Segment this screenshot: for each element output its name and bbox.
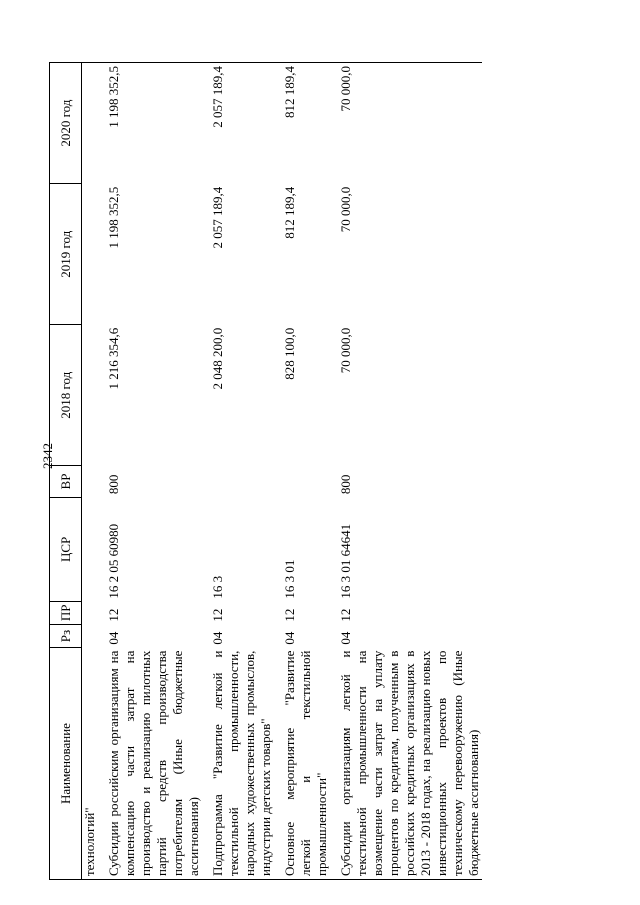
row-2020: 70 000,0 xyxy=(338,63,482,184)
row-csr: 16 2 05 60980 xyxy=(106,523,121,599)
table-row xyxy=(82,63,107,880)
budget-table xyxy=(49,62,482,880)
row-2020: 812 189,4 xyxy=(282,63,338,184)
header-2019: 2019 год xyxy=(50,184,82,325)
row-csr: 16 3 01 64641 xyxy=(338,523,353,599)
row-name: Субсидии организациям легкой и текстильной промышленности на возмещение части затрат на уплату процентов по кредитам, полученным в российских кредитных организациях в 2013 - 2018 годах, на реализацию новых инвестиционных проектов по техническому перевооружению (Иные бюджетные ассигнования) xyxy=(338,648,482,880)
header-vr: ВР xyxy=(50,466,82,497)
table-row xyxy=(106,63,210,880)
row-vr xyxy=(282,466,338,497)
row-2019: 812 189,4 xyxy=(282,186,297,239)
row-2018: 828 100,0 xyxy=(282,327,297,380)
header-2020: 2020 год xyxy=(50,63,82,184)
row-2019: 2 057 189,4 xyxy=(210,186,225,249)
row-2019: 70 000,0 xyxy=(338,186,353,233)
table-header-row xyxy=(50,63,82,880)
row-2018: 70 000,0 xyxy=(338,327,353,374)
row-vr: 800 xyxy=(338,474,353,495)
table-row xyxy=(282,63,338,880)
row-name: Субсидии российским организациям на компенсацию части затрат на производство и реализацию пилотных партий средств производства потребителям (Иные бюджетные ассигнования) xyxy=(106,648,210,880)
row-pr: 12 xyxy=(106,608,121,622)
row-vr: 800 xyxy=(106,474,121,495)
row-2018: 2 048 200,0 xyxy=(210,327,225,390)
page-number: 2342 xyxy=(40,443,55,469)
header-2018: 2018 год xyxy=(50,325,82,466)
row-2019: 1 198 352,5 xyxy=(106,186,121,249)
row-pr: 12 xyxy=(210,608,225,622)
row-2020: 1 198 352,5 xyxy=(106,63,210,184)
row-name: технологий" xyxy=(82,648,107,880)
header-name: Наименование xyxy=(50,648,82,880)
row-name: Основное мероприятие "Развитие легкой и текстильной промышленности" xyxy=(282,648,338,880)
row-pr: 12 xyxy=(282,608,297,622)
header-rz: Рз xyxy=(50,625,82,648)
header-pr: ПР xyxy=(50,602,82,625)
row-rz: 04 xyxy=(210,631,225,645)
header-csr: ЦСР xyxy=(50,497,82,601)
rotated-page-content xyxy=(49,62,587,880)
row-rz: 04 xyxy=(282,631,297,645)
table-row xyxy=(338,63,482,880)
row-csr: 16 3 xyxy=(210,575,225,599)
row-rz: 04 xyxy=(338,631,353,645)
row-name: Подпрограмма "Развитие легкой и текстильной промышленности, народных художественных промыслов, индустрии детских товаров" xyxy=(210,648,282,880)
row-csr: 16 3 01 xyxy=(282,559,297,599)
row-pr: 12 xyxy=(338,608,353,622)
row-vr xyxy=(210,466,282,497)
row-2020: 2 057 189,4 xyxy=(210,63,282,184)
row-2018: 1 216 354,6 xyxy=(106,327,121,390)
table-row xyxy=(210,63,282,880)
row-rz: 04 xyxy=(106,631,121,645)
